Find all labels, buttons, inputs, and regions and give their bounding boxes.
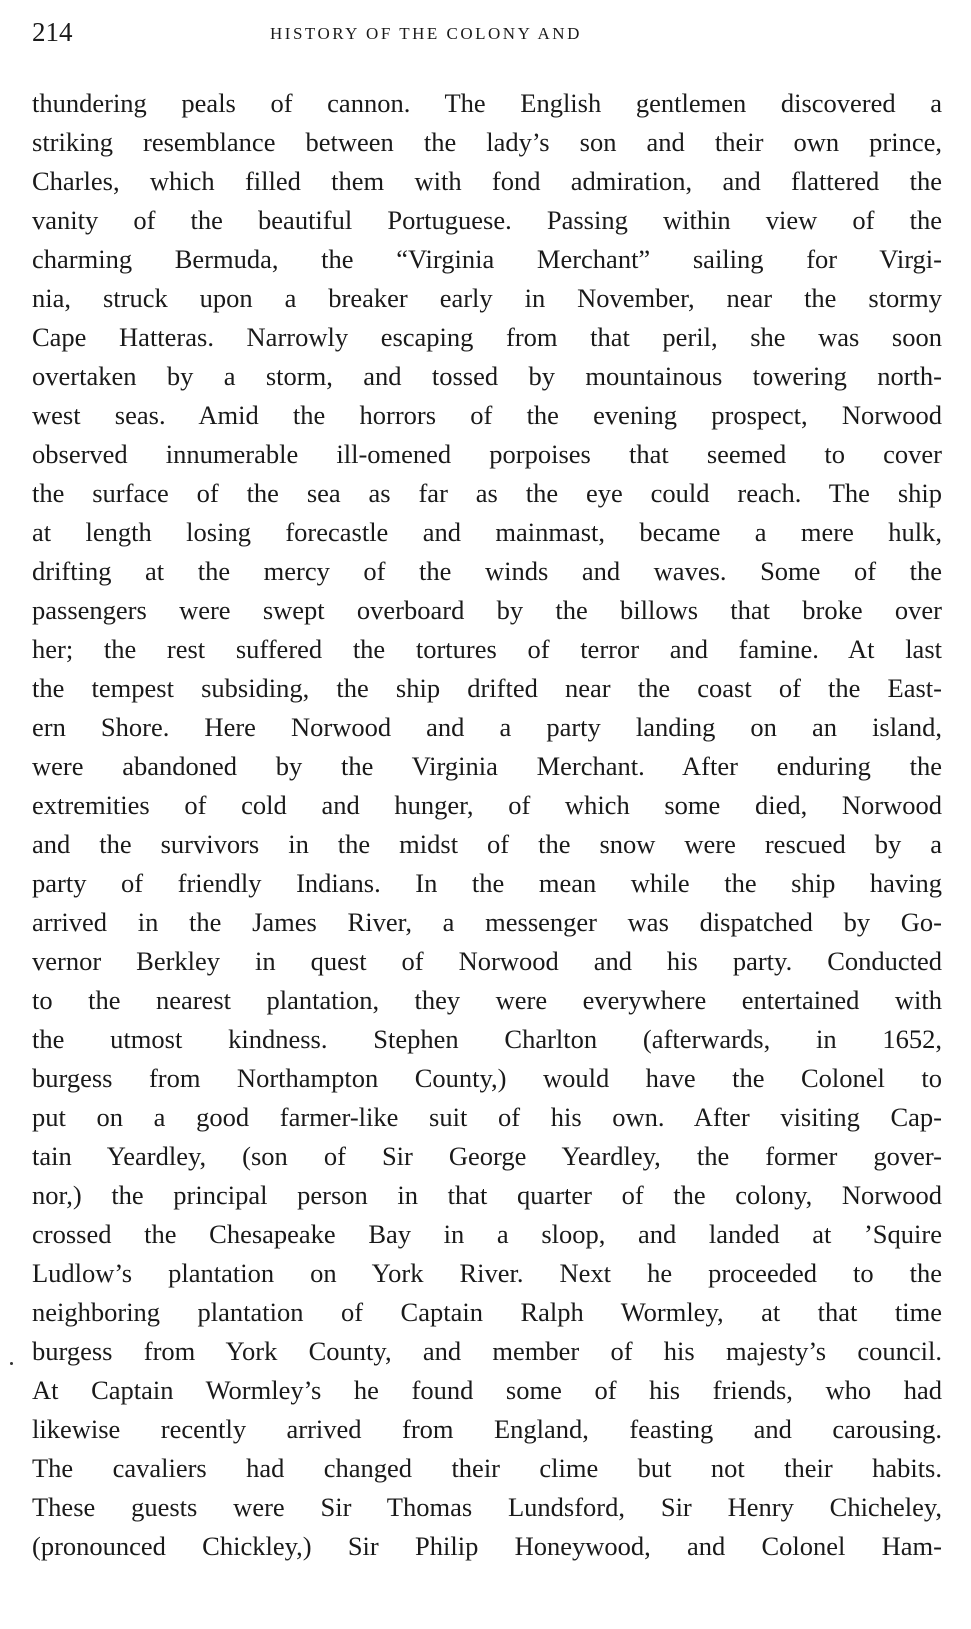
- text-line: striking resemblance between the lady’s son and their own prince,: [32, 127, 942, 157]
- text-line: west seas. Amid the horrors of the evening prospect, Norwood: [32, 400, 942, 430]
- text-line: and the survivors in the midst of the snow were rescued by a: [32, 829, 942, 859]
- text-line: her; the rest suffered the tortures of terror and famine. At last: [32, 634, 942, 664]
- page-number: 214: [32, 17, 73, 47]
- text-line: thundering peals of cannon. The English gentlemen discovered a: [32, 88, 942, 118]
- text-line: charming Bermuda, the “Virginia Merchant” sailing for Virgi-: [32, 244, 942, 274]
- text-line: These guests were Sir Thomas Lundsford, Sir Henry Chicheley,: [32, 1492, 942, 1522]
- text-line: party of friendly Indians. In the mean while the ship having: [32, 868, 942, 898]
- text-line: likewise recently arrived from England, feasting and carousing.: [32, 1414, 942, 1444]
- text-line: put on a good farmer-like suit of his own. After visiting Cap-: [32, 1102, 942, 1132]
- text-line: Charles, which filled them with fond admiration, and flattered the: [32, 166, 942, 196]
- text-line: the utmost kindness. Stephen Charlton (afterwards, in 1652,: [32, 1024, 942, 1054]
- text-line: Ludlow’s plantation on York River. Next he proceeded to the: [32, 1258, 942, 1288]
- text-line: vernor Berkley in quest of Norwood and his party. Conducted: [32, 946, 942, 976]
- text-line: (pronounced Chickley,) Sir Philip Honeywood, and Colonel Ham-: [32, 1531, 942, 1561]
- text-line: burgess from Northampton County,) would have the Colonel to: [32, 1063, 942, 1093]
- text-line: the tempest subsiding, the ship drifted near the coast of the East-: [32, 673, 942, 703]
- text-line: arrived in the James River, a messenger was dispatched by Go-: [32, 907, 942, 937]
- text-line: at length losing forecastle and mainmast, became a mere hulk,: [32, 517, 942, 547]
- running-header: [32, 14, 942, 50]
- body-text: [32, 84, 942, 1566]
- text-line: The cavaliers had changed their clime but not their habits.: [32, 1453, 942, 1483]
- text-line: passengers were swept overboard by the billows that broke over: [32, 595, 942, 625]
- text-line: to the nearest plantation, they were everywhere entertained with: [32, 985, 942, 1015]
- text-line: nia, struck upon a breaker early in November, near the stormy: [32, 283, 942, 313]
- text-line: overtaken by a storm, and tossed by mountainous towering north-: [32, 361, 942, 391]
- text-line: ern Shore. Here Norwood and a party landing on an island,: [32, 712, 942, 742]
- text-line: crossed the Chesapeake Bay in a sloop, and landed at ’Squire: [32, 1219, 942, 1249]
- text-line: nor,) the principal person in that quarter of the colony, Norwood: [32, 1180, 942, 1210]
- text-line: burgess from York County, and member of his majesty’s council.: [32, 1336, 942, 1366]
- text-line: the surface of the sea as far as the eye could reach. The ship: [32, 478, 942, 508]
- text-line: extremities of cold and hunger, of which some died, Norwood: [32, 790, 942, 820]
- text-line: At Captain Wormley’s he found some of his friends, who had: [32, 1375, 942, 1405]
- text-line: drifting at the mercy of the winds and waves. Some of the: [32, 556, 942, 586]
- text-line: were abandoned by the Virginia Merchant. After enduring the: [32, 751, 942, 781]
- running-title: HISTORY OF THE COLONY AND: [270, 24, 582, 43]
- text-line: neighboring plantation of Captain Ralph Wormley, at that time: [32, 1297, 942, 1327]
- text-line: observed innumerable ill-omened porpoises that seemed to cover: [32, 439, 942, 469]
- text-line: Cape Hatteras. Narrowly escaping from that peril, she was soon: [32, 322, 942, 352]
- text-line: vanity of the beautiful Portuguese. Passing within view of the: [32, 205, 942, 235]
- margin-mark: [10, 1362, 13, 1365]
- text-line: tain Yeardley, (son of Sir George Yeardley, the former gover-: [32, 1141, 942, 1171]
